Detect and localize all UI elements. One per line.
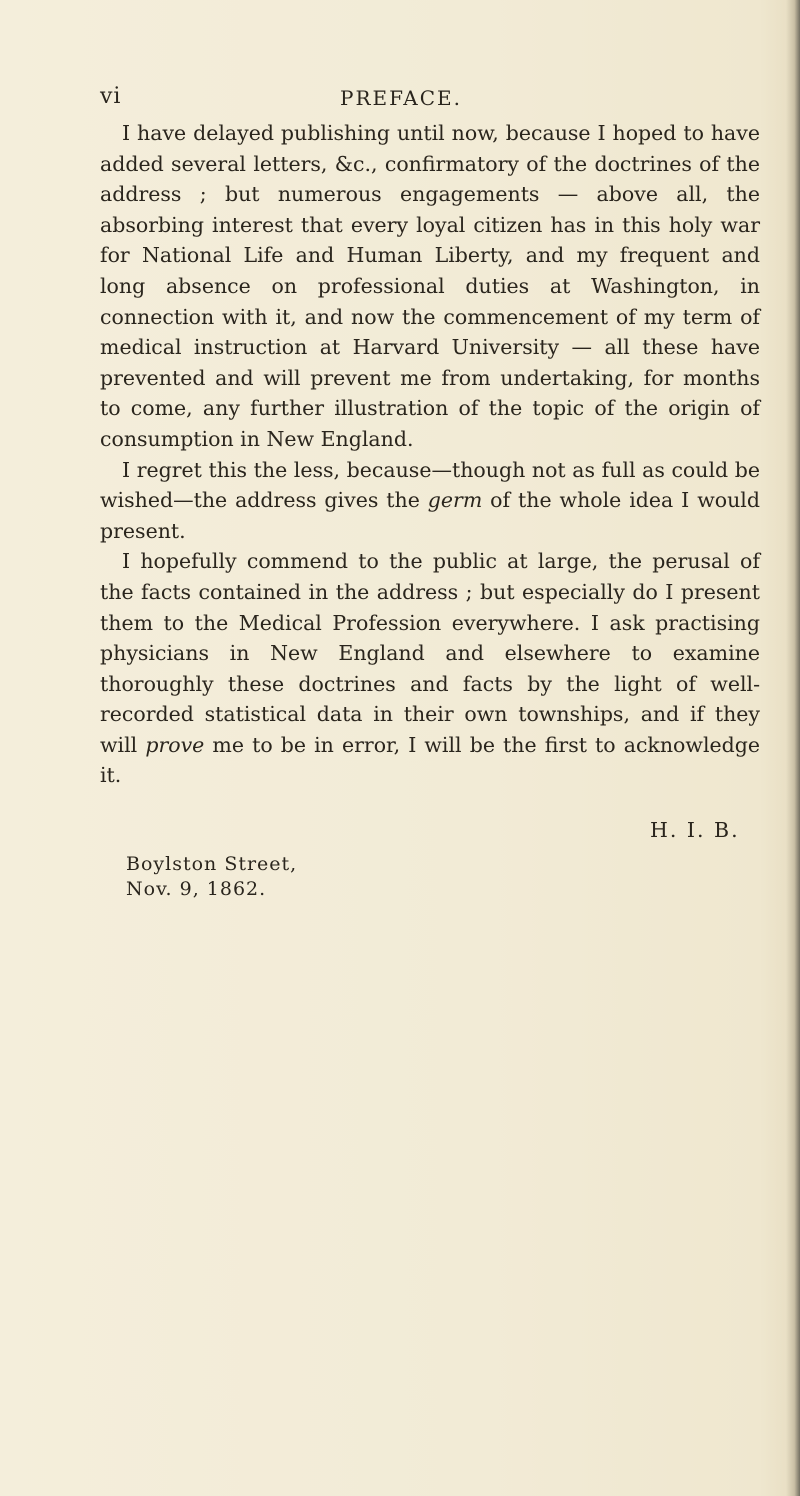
author-initials: H. I. B. — [650, 818, 740, 842]
preface-body — [100, 118, 760, 791]
emphasis-germ: germ — [427, 488, 483, 513]
dateline-place: Boylston Street, — [126, 853, 298, 875]
page-edge-shadow — [786, 0, 800, 1496]
paragraph-3-text-b: me to be in error, I will be the first to acknowledge it. — [100, 732, 761, 788]
running-head — [100, 84, 760, 114]
paragraph-2 — [100, 455, 760, 547]
paragraph-2-text-b: of the whole idea I would present. — [100, 488, 760, 543]
paragraph-3 — [100, 546, 760, 791]
emphasis-prove: prove — [145, 732, 205, 757]
paragraph-2-text-a: I regret this the less, because—though not as full as could be wished—the address gives the — [100, 457, 760, 513]
paragraph-1: I have delayed publishing until now, because I hoped to have added several letters, &c., confirmatory of the doctrines of the address ; but numerous engagements — above all, the absorbing interest that every loyal citizen has in this holy war for National Life and Human Liberty, and my frequent and long absence on professional duties at Washington, in connection with it, and now the commencement of my term of medical instruction at Harvard University — all these have prevented and will prevent me from undertaking, for months to come, any further illustration of the topic of the origin of consumption in New England. — [100, 121, 760, 451]
running-title: PREFACE. — [340, 86, 462, 110]
page-number: vi — [100, 84, 122, 109]
paragraph-3-text-a: I hopefully commend to the public at large, the perusal of the facts contained in the address ; but especially do I present them to the Medical Profession everywhere. I ask practising physicians in New England and elsewhere to examine thoroughly these doctrines and facts by the light of well-recorded statistical data in their own townships, and if they will — [100, 549, 760, 757]
dateline — [126, 852, 297, 902]
dateline-date: Nov. 9, 1862. — [126, 878, 267, 900]
